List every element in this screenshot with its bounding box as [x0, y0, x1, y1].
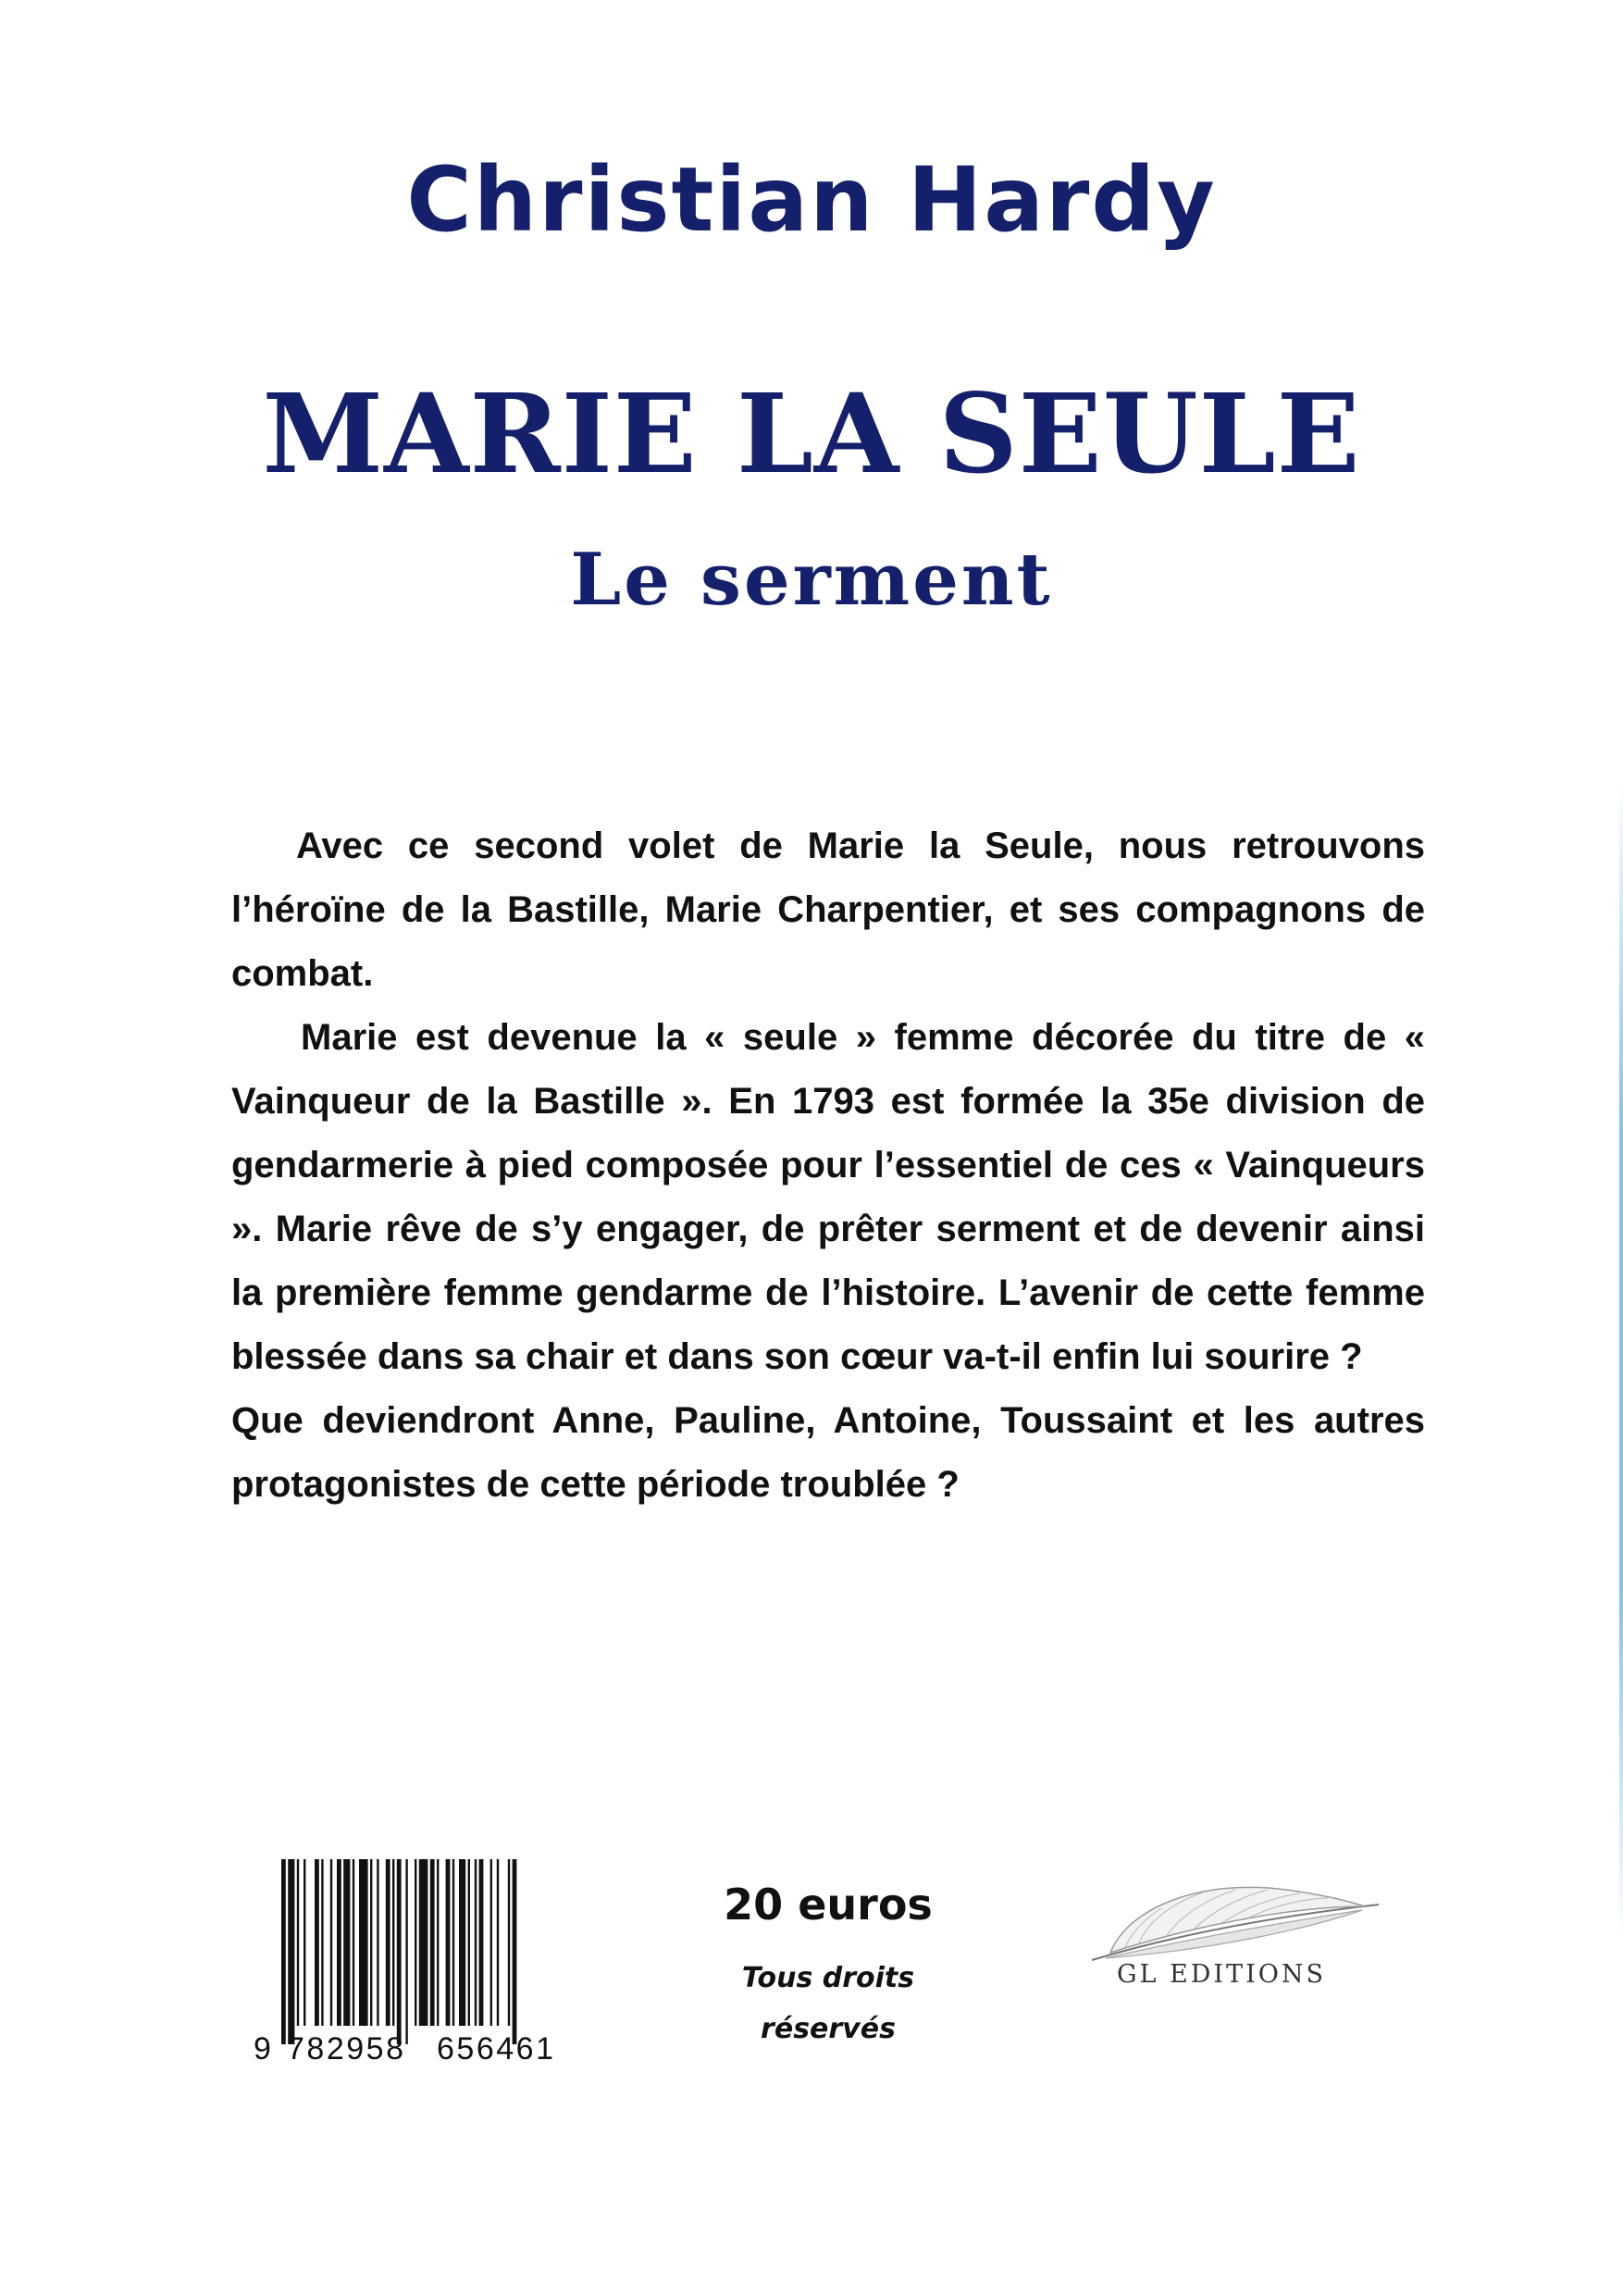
rights-line-2: réservés — [761, 2013, 896, 2045]
author-name: Christian Hardy — [406, 148, 1217, 252]
barcode-bar — [330, 1859, 332, 2026]
barcode-bar — [497, 1859, 499, 2026]
barcode-bar — [508, 1859, 510, 2026]
blurb-paragraph-1: Avec ce second volet de Marie la Seule, nous retrouvons l’héroïne de la Bastille, Marie Charpentier, et ses compagnons de combat. — [231, 825, 1425, 994]
blurb-paragraph-2: Marie est devenue la « seule » femme décorée du titre de « Vainqueur de la Bastille ». En 1793 est formée la 35e division de gendarmerie à pied composée pour l’essentiel de ces « Vainqueurs ». Marie rêve de s’y engager, de prêter serment et de devenir ainsi la première femme gendarme de l’histoire. L’avenir de cette femme blessée dans sa chair et dans son cœur va-t-il enfin lui sourire ? — [231, 1017, 1425, 1377]
barcode-bar — [513, 1859, 517, 2044]
publisher-name: GL EDITIONS — [1116, 1960, 1327, 1989]
price-label: 20 euros — [724, 1880, 933, 1930]
barcode-bar — [321, 1859, 323, 2026]
barcode-bar — [343, 1859, 350, 2026]
rights-line-1: Tous droits — [741, 1962, 915, 1994]
barcode-bar — [446, 1859, 451, 2026]
barcode-bars — [281, 1859, 516, 2044]
barcode-bar — [315, 1859, 319, 2026]
barcode-bar — [437, 1859, 439, 2026]
barcode-bar — [377, 1859, 378, 2026]
feather-icon — [1073, 1869, 1388, 1971]
blurb-paragraph-3: Que deviendront Anne, Pauline, Antoine, Toussaint et les autres protagonistes de cette période troublée ? — [231, 1400, 1425, 1505]
barcode-bar — [430, 1859, 435, 2026]
barcode-bar — [468, 1859, 470, 2026]
barcode-bar — [281, 1859, 286, 2044]
barcode-digits-right: 656461 — [437, 2031, 553, 2066]
isbn-barcode — [248, 1855, 609, 2068]
page-edge-accent — [1619, 777, 1623, 1943]
barcode-bar — [397, 1859, 402, 2044]
barcode-bar — [304, 1859, 305, 2026]
barcode-bar — [353, 1859, 354, 2026]
barcode-bar — [459, 1859, 465, 2026]
book-title: MARIE LA SEULE — [262, 369, 1361, 498]
barcode-bar — [359, 1859, 368, 2026]
rights-notice — [666, 1953, 990, 2054]
barcode-bar — [475, 1859, 477, 2026]
barcode-bar — [479, 1859, 484, 2026]
barcode-bar — [297, 1859, 299, 2026]
barcode-bar — [490, 1859, 492, 2026]
barcode-bar — [405, 1859, 407, 2044]
barcode-digit-first: 9 — [254, 2031, 271, 2066]
barcode-bar — [415, 1859, 416, 2026]
blurb-text — [231, 814, 1425, 1517]
book-subtitle: Le serment — [570, 538, 1053, 622]
barcode-bar — [337, 1859, 341, 2026]
barcode-bar — [452, 1859, 454, 2026]
barcode-digits-left: 782958 — [287, 2031, 403, 2066]
barcode-bar — [386, 1859, 390, 2026]
barcode-bar — [392, 1859, 394, 2026]
barcode-bar — [288, 1859, 294, 2044]
barcode-bar — [370, 1859, 372, 2026]
barcode-bar — [419, 1859, 428, 2026]
